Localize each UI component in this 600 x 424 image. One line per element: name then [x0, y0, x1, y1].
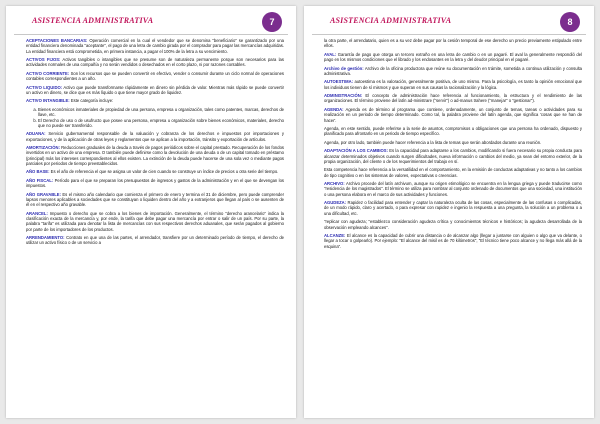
- glossary-entry: [26, 71, 284, 82]
- glossary-entry: [26, 169, 284, 174]
- intangible-list: [26, 107, 284, 128]
- entry-text: Agenda, en este sentido, puede referirse a la serie de asuntos, compromisos u obligaciones que una persona ha ordenado, dispuesto y planificado para afrontarlo en un periodo de tiempo específico.: [324, 125, 582, 137]
- glossary-entry: [26, 145, 284, 166]
- entry-text: El alcance es la capacidad de cubrir una distancia o de alcanzar algo (llegar a juntarse con alguien o algo que va delante, o llegar a tocar o golpearlo). Por ejemplo: "El alcance del misil es de 70 kilómetros", "El técnico tiene poco alcance y no llega más allá de la esquina".: [324, 233, 582, 249]
- glossary-entry: [26, 192, 284, 208]
- page-title: ASISTENCIA ADMINISTRATIVA: [330, 16, 452, 25]
- page-header: [14, 12, 288, 35]
- entry-term: ACEPTACIONES BANCARIAS:: [26, 38, 88, 43]
- entry-term: ARCHIVO:: [324, 181, 345, 187]
- glossary-entry: [324, 93, 582, 104]
- glossary-entry: [26, 98, 284, 103]
- entry-text: Este categoría incluye:: [69, 98, 114, 104]
- glossary-entry: [26, 211, 284, 232]
- page-number-badge: 8: [560, 12, 580, 32]
- entry-text: Reducciones graduales de la deuda a través de pagos periódicos sobre el capital prestado. Recuperación de los fondos invertidos en un activo de una empresa. O también puede definirse como la devolución de una deuda o de un capital tomado en préstamo (principal) más los intereses correspondientes al ellos existen. La extinción de la deuda puede hacerse de una sola vez o mediante pagos parciales por periodos de tiempo preestablecidos.: [26, 145, 284, 166]
- entry-text: Garantía de pago que otorga un tercero extraño en una letra de cambio o en un pagaré. El aval la generalmente respondió del pago en los mismos condiciones que el librado y los endosantes en la letra y del deudor principal en el pagaré.: [324, 51, 582, 63]
- entry-term: AVAL:: [324, 51, 337, 57]
- page-number-badge: 7: [262, 12, 282, 32]
- continued-paragraph: la otra parte, el arrendatario, quien es a su vez debe pagar por la cesión temporal de ese derecho un precio previamente estipulado entre ellos.: [324, 38, 582, 49]
- glossary-entry: [324, 219, 582, 230]
- glossary-entry: [324, 79, 582, 90]
- glossary-entry: [324, 200, 582, 216]
- glossary-entry: [26, 178, 284, 189]
- entry-term: AÑO FISCAL:: [26, 177, 54, 183]
- entry-term: AUTOESTIMA:: [324, 79, 354, 85]
- entry-text: Servicio gubernamental responsable de la valuación y cobranza de los derechos e impuestos por importaciones y exportaciones, y de la aplicación de otras leyes y reglamentos que se aplican a la importación, tránsito y exportación de artículos.: [26, 131, 284, 142]
- entry-text: Archivo de la oficina productora que reúne su documentación en trámite, sometida a continua utilización y consulta administrativa.: [324, 65, 583, 76]
- list-item: b. El Derecho de uso o de usufructo que posee una persona, empresa u organización sobre bienes económicos, materiales, derecho que no puede ser transferido.: [38, 118, 284, 129]
- entry-term: AÑO BASE:: [26, 169, 50, 175]
- entry-text: Impuesto o derecho que se cobra a los bienes de importación. Generalmente, el término "derecho arancelario" indica la clasificación exacta de la mercancía y, por ende, la tarifa que debe pagar una mercancía por entrar o salir de un país. Por su parte, la palabra "tarifa" es utilizada para denotar la lista de mercancías con sus respectivos derechos aduanales, que serán pagados al gobierno por parte de los importadores de los productos.: [26, 210, 284, 232]
- entry-text: Es el año de referencia el que se asigna un valor de cien cuando se construye un índice de precios u otra serie del tiempo.: [49, 169, 279, 175]
- entry-term: ADAPTACIÓN A LOS CAMBIOS:: [324, 148, 388, 154]
- entry-term: ACTIVOS FIJOS:: [26, 57, 61, 63]
- entry-term: Archivo de gestión:: [324, 65, 364, 71]
- entry-text: Es la capacidad para adaptarse a los cambios, modificando si fuera necesario su propia conducta para alcanzar determinados objetivos cuando surgen dificultades, nueva información o cambios del medio, ya sean del entorno exterior, de la propia organización, del cliente o de los requerimientos del trabajo en sí.: [324, 148, 582, 164]
- entry-term: ADUANA:: [26, 131, 46, 137]
- entry-text: Contrato en que una de las partes, el arrendador, transfiere por un determinado período de tiempo, el derecho de utilizar un activo físico o de un servicio a: [26, 235, 284, 246]
- glossary-entry: [324, 181, 582, 197]
- glossary-entry: [324, 140, 582, 145]
- page-content: [26, 38, 284, 412]
- entry-text: Son los recursos que se pueden convertir en efectivo, vender o consumir durante un ciclo normal de operaciones contables correspondientes a un año.: [26, 70, 284, 82]
- glossary-entry: [26, 235, 284, 246]
- glossary-entry: [324, 167, 582, 178]
- entry-text: autoestima es la valoración, generalmente positiva, de uno mismo. Para la psicología, es tanto la opinión emocional que los individuos tienen de sí mismos y que superan en sus causas la racionalización y la lógica.: [324, 79, 582, 90]
- entry-text: Esta competencia hace referencia a la versatilidad en el comportamiento, en la emisión de conductas adaptativas y no tanto a los cambios de tipo cognitivo o en los sistemas de valores, expectativas o creencias.: [324, 167, 582, 178]
- glossary-entry: [324, 233, 582, 249]
- entry-term: ACTIVO CORRIENTE:: [26, 70, 70, 76]
- entry-term: ACTIVO INTANGIBLE:: [26, 98, 70, 104]
- entry-term: ARRENDAMIENTO:: [26, 235, 65, 241]
- entry-text: "replicar con agudeza; "establezco consideración agudeza crítica y conocimientos técnicos e históricos; la agudeza desarrollada de la observación empleando alcances".: [324, 219, 582, 230]
- glossary-entry: [26, 131, 284, 142]
- page-title: ASISTENCIA ADMINISTRATIVA: [32, 16, 154, 25]
- entry-term: ALCANZE:: [324, 233, 346, 239]
- entry-text: Archivo procede del latín archivum, aunque su origen etimológico se encuentra en la lengua griega y puede traducirse como "residencia de los magistrados". El término se utiliza para nombrar al conjunto ordenado de documentos que una sociedad, una institución o una persona elabora en el marco de sus actividades y funciones.: [324, 181, 582, 197]
- page-content: [324, 38, 582, 412]
- entry-text: Rapidez o facilidad para entender y captar la naturaleza oculta de las cosas, especialmente de las confusas o complicadas, de un modo rápido, claro y acertado, o para expresar con rapidez e ingenio la respuesta a una pregunta, la solución a un problema o a una dificultad, etc.: [324, 200, 582, 216]
- entry-term: ACTIVO LIQUIDO:: [26, 84, 63, 90]
- entry-text: El concepto de administración hace referencia al funcionamiento, la estructura y el rendimiento de las organizaciones. El término proviene del latín ad-ministrare ("servir") o ad-manus trahere ("manejar" o "gestionar").: [324, 93, 582, 104]
- entry-text: Operación comercial en la cual el vendedor que se denomina "beneficiario" se garantizado por una entidad financiera denominada "aceptante", el pago de una letra de cambio girada por el comprador para pagar las mercancías adquiridas. La entidad financiera está comprometida, en primera instancia, a pagar el 100% de la letra a su vencimiento.: [26, 38, 284, 54]
- glossary-entry: [26, 38, 284, 54]
- glossary-entry: [324, 107, 582, 123]
- glossary-entry: [26, 85, 284, 96]
- right-page: [304, 6, 594, 418]
- entry-text: Activos tangibles o intangibles que se presume son de naturaleza permanente porque son necesarios para las actividades normales de una compañía y no serán vendidos o desechados en el corto plazo, ni por razones contables.: [26, 57, 284, 68]
- glossary-entry: [324, 52, 582, 63]
- left-page: [6, 6, 296, 418]
- entry-term: ARANCEL:: [26, 210, 48, 216]
- entry-text: Agenda es de término al programa que contiene, ordenadamente, un conjunto de temas, tareas o actividades para su realización en un periodo de tiempo determinado. Como tal, la palabra proviene del latín agenda, que significa 'cosas que se han de hacer'.: [324, 106, 582, 123]
- list-item: a. Bienes económicos inmateriales de propiedad de una persona, empresa u organización, tales como patentes, marcas, derechos de llave, etc.: [38, 107, 284, 118]
- page-header: [312, 12, 586, 35]
- glossary-entry: [324, 66, 582, 77]
- entry-text: Activo que puede transformarse rápidamente en dinero sin pérdida de valor. Mientras más rápido se puede convertir un activo en dinero, se dice que es más líquido o que tiene mayor grado de liquidez.: [26, 84, 284, 95]
- entry-text: Agenda, por otro lado, también puede hacer referencia a la lista de temas que serán abordados durante una reunión.: [324, 139, 542, 145]
- entry-text: Período para el que se preparan los presupuestos de ingresos y gastos de la administración y en el que se devengan los impuestos.: [26, 177, 285, 189]
- entry-term: ADMINISTRACIÓN:: [324, 93, 363, 99]
- entry-term: AGUDEZA:: [324, 200, 347, 206]
- entry-term: AMORTIZACIÓN:: [26, 145, 60, 151]
- glossary-entry: [324, 148, 582, 164]
- entry-term: AGENDA:: [324, 106, 344, 112]
- glossary-entry: [26, 57, 284, 68]
- entry-term: AÑO GRAVABLE:: [26, 191, 61, 197]
- entry-text: Es el mismo año calendario que comienza el primero de enero y termina el 31 de diciembre, pero puede comprender lapsos menores aplicables a sociedades que se constituyan o liquiden dentro del año y a extranjeros que llegan al país o se ausenten de él en el respectivo año gravable.: [26, 191, 284, 208]
- glossary-entry: [324, 126, 582, 137]
